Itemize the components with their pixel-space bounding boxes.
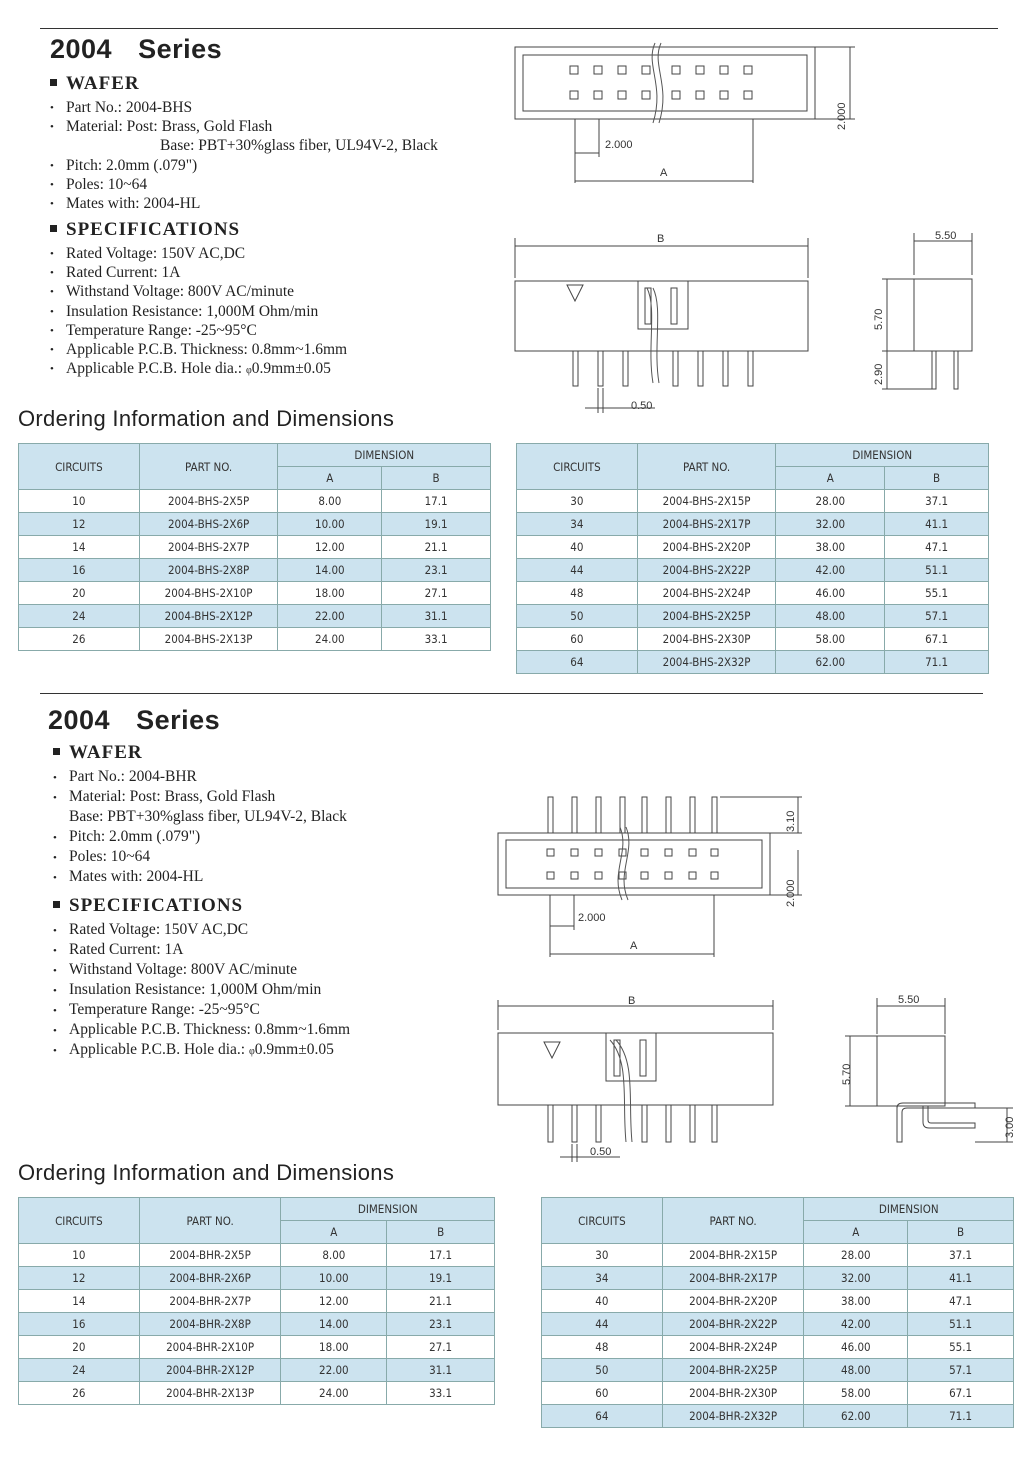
- table-cell: 2004-BHR-2X24P: [662, 1336, 804, 1359]
- table-row: [542, 1336, 1014, 1359]
- dim-b-label: B: [657, 233, 665, 245]
- table-cell: 41.1: [885, 513, 989, 536]
- table-cell: 8.00: [281, 1244, 387, 1267]
- table-cell: 38.00: [804, 1290, 908, 1313]
- dim-top-pin-label: 3.10: [785, 810, 797, 832]
- table-cell: 48.00: [776, 605, 885, 628]
- table-cell: 18.00: [278, 582, 382, 605]
- dim-pitch-label: 2.000: [578, 912, 606, 924]
- list-item: • Rated Current: 1A: [53, 940, 350, 960]
- table-cell: 37.1: [885, 490, 989, 513]
- table-cell: 40: [517, 536, 638, 559]
- table-cell: 38.00: [776, 536, 885, 559]
- dim-width-label: 5.50: [935, 230, 957, 242]
- table-cell: 21.1: [387, 1290, 495, 1313]
- specifications-list: [50, 244, 347, 380]
- table-cell: 55.1: [885, 582, 989, 605]
- list-item: • Mates with: 2004-HL: [50, 194, 438, 213]
- pins: [548, 1105, 717, 1142]
- table-cell: 27.1: [382, 582, 491, 605]
- wafer-list: [53, 767, 347, 887]
- table-cell: 21.1: [382, 536, 491, 559]
- side-view-drawing: [835, 990, 1020, 1150]
- square-bullet-icon: [50, 225, 57, 232]
- housing-outline: [498, 833, 770, 895]
- specifications-list: [53, 920, 350, 1062]
- table-cell: 32.00: [804, 1267, 908, 1290]
- top-view-drawing: [505, 35, 865, 195]
- table-row: [19, 628, 491, 651]
- list-item: • Rated Current: 1A: [50, 263, 347, 282]
- table-cell: 12: [19, 513, 140, 536]
- table-cell: 31.1: [382, 605, 491, 628]
- table-cell: 23.1: [382, 559, 491, 582]
- table-cell: 14.00: [278, 559, 382, 582]
- ordering-table-left: [18, 443, 491, 651]
- square-bullet-icon: [53, 748, 60, 755]
- col-header-part-no: PART NO.: [139, 444, 278, 490]
- table-cell: 28.00: [804, 1244, 908, 1267]
- table-row: [19, 1336, 495, 1359]
- table-cell: 67.1: [908, 1382, 1014, 1405]
- table-cell: 58.00: [804, 1382, 908, 1405]
- table-row: [542, 1382, 1014, 1405]
- pin-grid: [570, 66, 752, 99]
- table-cell: 27.1: [387, 1336, 495, 1359]
- table-cell: 2004-BHS-2X12P: [139, 605, 278, 628]
- table-row: [517, 605, 989, 628]
- table-cell: 14.00: [281, 1313, 387, 1336]
- table-cell: 34: [542, 1267, 663, 1290]
- table-cell: 2004-BHS-2X30P: [637, 628, 776, 651]
- table-row: [19, 582, 491, 605]
- col-header-dimension: DIMENSION: [804, 1198, 1014, 1221]
- table-cell: 2004-BHS-2X6P: [139, 513, 278, 536]
- dim-width-label: 5.50: [898, 994, 920, 1006]
- table-cell: 50: [517, 605, 638, 628]
- series-title: [48, 705, 220, 736]
- col-header-b: B: [885, 467, 989, 490]
- table-row: [542, 1267, 1014, 1290]
- list-item: • Part No.: 2004-BHR: [53, 767, 347, 787]
- table-row: [542, 1313, 1014, 1336]
- table-cell: 42.00: [776, 559, 885, 582]
- table-cell: 20: [19, 582, 140, 605]
- col-header-a: A: [804, 1221, 908, 1244]
- ordering-table-right: [516, 443, 989, 674]
- table-cell: 24: [19, 605, 140, 628]
- list-item: • Rated Voltage: 150V AC,DC: [50, 244, 347, 263]
- side-view-drawing: [860, 225, 1010, 400]
- list-item: Base: PBT+30%glass fiber, UL94V-2, Black: [69, 808, 347, 825]
- table-cell: 2004-BHS-2X8P: [139, 559, 278, 582]
- table-cell: 60: [542, 1382, 663, 1405]
- table-cell: 17.1: [382, 490, 491, 513]
- table-cell: 2004-BHS-2X10P: [139, 582, 278, 605]
- ordering-title: Ordering Information and Dimensions: [18, 1160, 395, 1185]
- dim-body-height-label: 5.70: [841, 1063, 853, 1085]
- series-number: 2004: [48, 705, 111, 735]
- list-item: • Poles: 10~64: [50, 175, 438, 194]
- table-cell: 46.00: [776, 582, 885, 605]
- list-item: • Poles: 10~64: [53, 847, 347, 867]
- table-cell: 2004-BHR-2X6P: [139, 1267, 281, 1290]
- table-cell: 2004-BHR-2X10P: [139, 1336, 281, 1359]
- table-cell: 19.1: [387, 1267, 495, 1290]
- table-cell: 18.00: [281, 1336, 387, 1359]
- table-cell: 2004-BHR-2X20P: [662, 1290, 804, 1313]
- table-cell: 12: [19, 1267, 140, 1290]
- diameter-icon: φ: [245, 365, 252, 377]
- table-row: [517, 513, 989, 536]
- col-header-b: B: [908, 1221, 1014, 1244]
- col-header-circuits: CIRCUITS: [19, 1198, 140, 1244]
- pin1-triangle-icon: [544, 1042, 560, 1058]
- table-row: [19, 536, 491, 559]
- table-cell: 2004-BHS-2X24P: [637, 582, 776, 605]
- table-cell: 62.00: [776, 651, 885, 674]
- table-cell: 2004-BHR-2X22P: [662, 1313, 804, 1336]
- table-cell: 41.1: [908, 1267, 1014, 1290]
- table-cell: 60: [517, 628, 638, 651]
- table-cell: 26: [19, 1382, 140, 1405]
- col-header-a: A: [776, 467, 885, 490]
- pin-grid: [547, 849, 718, 879]
- table-cell: 51.1: [908, 1313, 1014, 1336]
- table-cell: 22.00: [278, 605, 382, 628]
- table-cell: 2004-BHR-2X17P: [662, 1267, 804, 1290]
- table-cell: 33.1: [387, 1382, 495, 1405]
- ordering-table-right: [541, 1197, 1014, 1428]
- table-row: [517, 559, 989, 582]
- table-cell: 31.1: [387, 1359, 495, 1382]
- table-cell: 47.1: [885, 536, 989, 559]
- dim-pitch-label: 2.000: [605, 139, 633, 151]
- table-cell: 57.1: [908, 1359, 1014, 1382]
- list-item: • Material: Post: Brass, Gold Flash: [53, 787, 347, 807]
- list-item: • Withstand Voltage: 800V AC/minute: [53, 960, 350, 980]
- list-item: • Insulation Resistance: 1,000M Ohm/min: [50, 302, 347, 321]
- series-word: Series: [136, 705, 221, 735]
- front-view-drawing: [490, 992, 790, 1167]
- table-cell: 19.1: [382, 513, 491, 536]
- table-cell: 48: [542, 1336, 663, 1359]
- list-item: Base: PBT+30%glass fiber, UL94V-2, Black: [160, 137, 438, 155]
- table-cell: 2004-BHR-2X32P: [662, 1405, 804, 1428]
- list-item: • Mates with: 2004-HL: [53, 867, 347, 887]
- col-header-dimension: DIMENSION: [281, 1198, 495, 1221]
- table-cell: 62.00: [804, 1405, 908, 1428]
- table-cell: 2004-BHS-2X25P: [637, 605, 776, 628]
- table-cell: 44: [542, 1313, 663, 1336]
- table-cell: 2004-BHS-2X15P: [637, 490, 776, 513]
- col-header-dimension: DIMENSION: [278, 444, 491, 467]
- dim-pin-length-label: 2.90: [873, 363, 885, 385]
- series-word: Series: [138, 34, 223, 64]
- table-cell: 16: [19, 559, 140, 582]
- col-header-a: A: [278, 467, 382, 490]
- table-cell: 26: [19, 628, 140, 651]
- table-cell: 16: [19, 1313, 140, 1336]
- table-cell: 14: [19, 536, 140, 559]
- table-cell: 2004-BHR-2X5P: [139, 1244, 281, 1267]
- table-cell: 50: [542, 1359, 663, 1382]
- table-cell: 51.1: [885, 559, 989, 582]
- wafer-heading: WAFER: [53, 742, 143, 764]
- table-cell: 34: [517, 513, 638, 536]
- table-row: [542, 1290, 1014, 1313]
- table-cell: 47.1: [908, 1290, 1014, 1313]
- list-item: • Material: Post: Brass, Gold Flash: [50, 117, 438, 136]
- table-row: [19, 1382, 495, 1405]
- table-row: [542, 1359, 1014, 1382]
- table-cell: 64: [542, 1405, 663, 1428]
- table-cell: 48: [517, 582, 638, 605]
- table-cell: 40: [542, 1290, 663, 1313]
- table-cell: 30: [517, 490, 638, 513]
- table-cell: 20: [19, 1336, 140, 1359]
- table-row: [517, 536, 989, 559]
- table-cell: 28.00: [776, 490, 885, 513]
- table-cell: 14: [19, 1290, 140, 1313]
- dim-pin-width-label: 0.50: [631, 400, 653, 412]
- table-cell: 8.00: [278, 490, 382, 513]
- pin1-triangle-icon: [567, 285, 583, 301]
- table-cell: 58.00: [776, 628, 885, 651]
- col-header-circuits: CIRCUITS: [517, 444, 638, 490]
- square-bullet-icon: [53, 901, 60, 908]
- table-cell: 23.1: [387, 1313, 495, 1336]
- list-item: • Applicable P.C.B. Thickness: 0.8mm~1.6mm: [50, 340, 347, 359]
- col-header-part-no: PART NO.: [662, 1198, 804, 1244]
- table-row: [542, 1244, 1014, 1267]
- list-item: • Temperature Range: -25~95°C: [53, 1000, 350, 1020]
- table-cell: 32.00: [776, 513, 885, 536]
- series-number: 2004: [50, 34, 113, 64]
- table-row: [19, 1244, 495, 1267]
- table-row: [19, 1313, 495, 1336]
- dim-height-label: 2.000: [785, 879, 797, 907]
- table-cell: 2004-BHS-2X7P: [139, 536, 278, 559]
- table-row: [19, 513, 491, 536]
- dim-a-label: A: [630, 940, 638, 952]
- table-cell: 2004-BHR-2X7P: [139, 1290, 281, 1313]
- table-cell: 24.00: [278, 628, 382, 651]
- dim-height-label: 2.000: [836, 102, 848, 130]
- table-cell: 10: [19, 490, 140, 513]
- table-cell: 2004-BHR-2X12P: [139, 1359, 281, 1382]
- table-row: [19, 559, 491, 582]
- col-header-dimension: DIMENSION: [776, 444, 989, 467]
- table-cell: 55.1: [908, 1336, 1014, 1359]
- table-cell: 2004-BHS-2X13P: [139, 628, 278, 651]
- table-cell: 10: [19, 1244, 140, 1267]
- table-row: [19, 1290, 495, 1313]
- col-header-b: B: [382, 467, 491, 490]
- table-cell: 10.00: [281, 1267, 387, 1290]
- square-bullet-icon: [50, 79, 57, 86]
- top-rule: [40, 28, 998, 29]
- table-cell: 10.00: [278, 513, 382, 536]
- top-pins: [548, 797, 717, 833]
- front-view-drawing: [505, 228, 825, 418]
- table-row: [542, 1405, 1014, 1428]
- table-cell: 2004-BHS-2X20P: [637, 536, 776, 559]
- housing-outline: [914, 279, 972, 351]
- diameter-icon: φ: [248, 1046, 255, 1057]
- wafer-heading: WAFER: [50, 73, 140, 95]
- table-cell: 37.1: [908, 1244, 1014, 1267]
- top-view-drawing: [490, 792, 820, 962]
- table-cell: 2004-BHS-2X5P: [139, 490, 278, 513]
- table-cell: 42.00: [804, 1313, 908, 1336]
- housing-outline: [515, 281, 808, 351]
- specifications-heading: SPECIFICATIONS: [50, 219, 240, 241]
- list-item: • Part No.: 2004-BHS: [50, 98, 438, 117]
- col-header-b: B: [387, 1221, 495, 1244]
- dim-pin-length-label: 3.00: [1004, 1116, 1016, 1138]
- list-item: • Pitch: 2.0mm (.079"): [50, 156, 438, 175]
- dim-body-height-label: 5.70: [873, 308, 885, 330]
- table-row: [19, 1267, 495, 1290]
- table-cell: 22.00: [281, 1359, 387, 1382]
- housing-outline: [498, 1033, 773, 1105]
- col-header-part-no: PART NO.: [139, 1198, 281, 1244]
- section-divider: [40, 693, 983, 694]
- table-cell: 2004-BHR-2X30P: [662, 1382, 804, 1405]
- list-item: • Applicable P.C.B. Thickness: 0.8mm~1.6mm: [53, 1020, 350, 1040]
- table-cell: 2004-BHS-2X17P: [637, 513, 776, 536]
- table-cell: 12.00: [281, 1290, 387, 1313]
- series-title: [50, 34, 222, 65]
- table-cell: 71.1: [885, 651, 989, 674]
- table-row: [517, 490, 989, 513]
- dim-pin-width-label: 0.50: [590, 1146, 612, 1158]
- table-cell: 30: [542, 1244, 663, 1267]
- list-item: • Withstand Voltage: 800V AC/minute: [50, 282, 347, 301]
- list-item: • Insulation Resistance: 1,000M Ohm/min: [53, 980, 350, 1000]
- table-row: [19, 1359, 495, 1382]
- table-cell: 2004-BHR-2X13P: [139, 1382, 281, 1405]
- dim-b-label: B: [628, 995, 636, 1007]
- table-cell: 46.00: [804, 1336, 908, 1359]
- table-cell: 2004-BHS-2X32P: [637, 651, 776, 674]
- list-item: • Applicable P.C.B. Hole dia.: φ0.9mm±0.05: [50, 359, 347, 380]
- list-item: • Rated Voltage: 150V AC,DC: [53, 920, 350, 940]
- col-header-circuits: CIRCUITS: [542, 1198, 663, 1244]
- table-row: [19, 605, 491, 628]
- wafer-list: [50, 98, 438, 213]
- table-cell: 2004-BHR-2X15P: [662, 1244, 804, 1267]
- list-item: • Pitch: 2.0mm (.079"): [53, 827, 347, 847]
- table-row: [517, 582, 989, 605]
- housing-outline: [877, 1036, 945, 1106]
- table-cell: 64: [517, 651, 638, 674]
- list-item: • Applicable P.C.B. Hole dia.: φ0.9mm±0.05: [53, 1040, 350, 1062]
- table-cell: 71.1: [908, 1405, 1014, 1428]
- dim-a-label: A: [660, 167, 668, 179]
- ordering-table-left: [18, 1197, 495, 1405]
- table-row: [517, 651, 989, 674]
- ordering-title: Ordering Information and Dimensions: [18, 406, 395, 431]
- pins: [573, 351, 753, 386]
- table-cell: 2004-BHR-2X25P: [662, 1359, 804, 1382]
- table-cell: 12.00: [278, 536, 382, 559]
- table-row: [517, 628, 989, 651]
- specifications-heading: SPECIFICATIONS: [53, 895, 243, 917]
- housing-outline: [515, 47, 815, 119]
- col-header-part-no: PART NO.: [637, 444, 776, 490]
- table-cell: 33.1: [382, 628, 491, 651]
- table-cell: 44: [517, 559, 638, 582]
- table-cell: 2004-BHS-2X22P: [637, 559, 776, 582]
- table-cell: 67.1: [885, 628, 989, 651]
- table-cell: 24.00: [281, 1382, 387, 1405]
- table-cell: 2004-BHR-2X8P: [139, 1313, 281, 1336]
- table-row: [19, 490, 491, 513]
- col-header-a: A: [281, 1221, 387, 1244]
- table-cell: 24: [19, 1359, 140, 1382]
- table-cell: 48.00: [804, 1359, 908, 1382]
- list-item: • Temperature Range: -25~95°C: [50, 321, 347, 340]
- col-header-circuits: CIRCUITS: [19, 444, 140, 490]
- table-cell: 17.1: [387, 1244, 495, 1267]
- table-cell: 57.1: [885, 605, 989, 628]
